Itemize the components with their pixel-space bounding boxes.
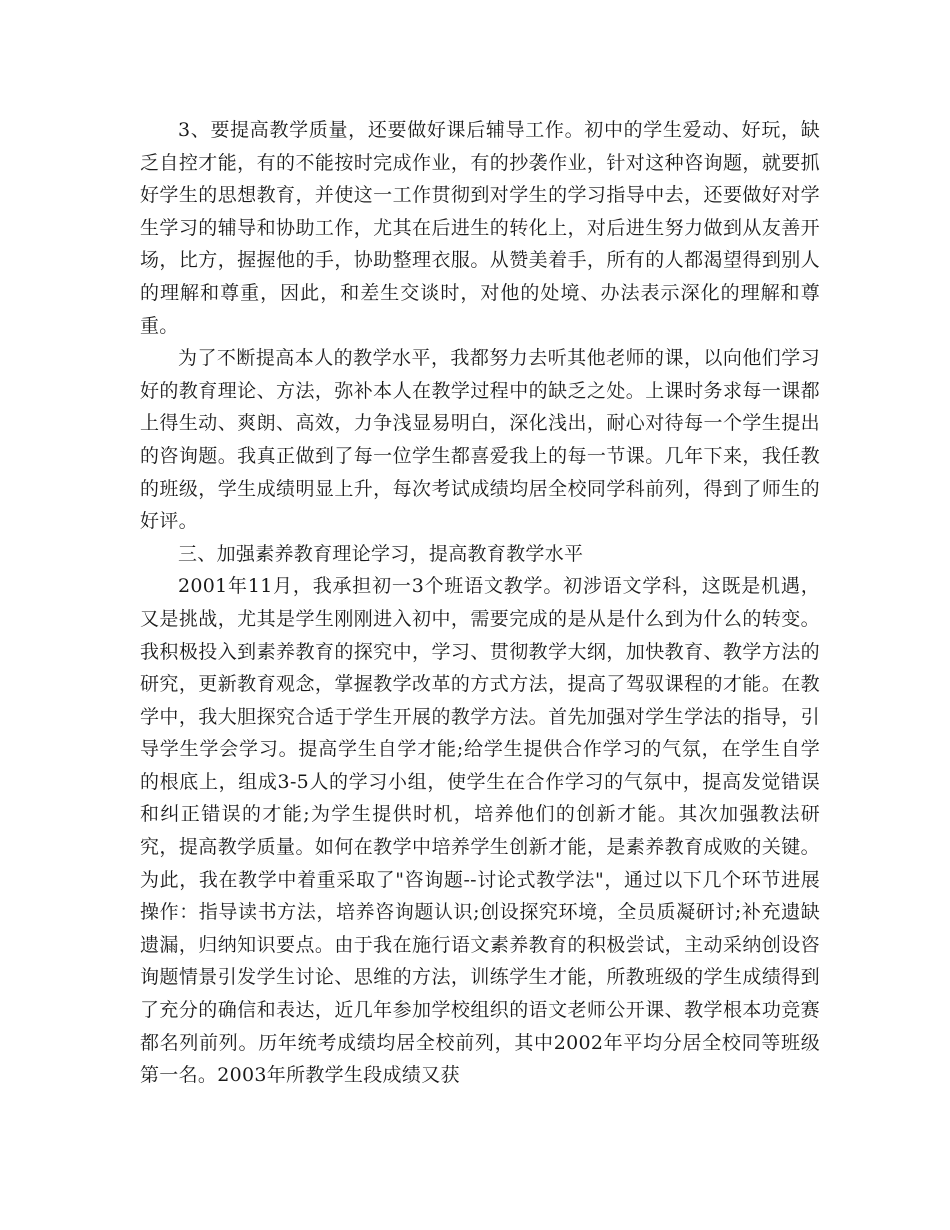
paragraph-tutoring: 3、要提高教学质量，还要做好课后辅导工作。初中的学生爱动、好玩，缺乏自控才能，有的不能按时完成作业，有的抄袭作业，针对这种咨询题，就要抓好学生的思想教育，并使这一工作贯彻到对学生的学习指导中去，还要做好对学生学习的辅导和协助工作，尤其在后进生的转化上，对后进生努力做到从友善开场，比方，握握他的手，协助整理衣服。从赞美着手，所有的人都渴望得到别人的理解和尊重，因此，和差生交谈时，对他的处境、办法表示深化的理解和尊重。 [140, 119, 820, 337]
paragraph-teaching-level: 为了不断提高本人的教学水平，我都努力去听其他老师的课，以向他们学习好的教育理论、方法，弥补本人在教学过程中的缺乏之处。上课时务求每一课都上得生动、爽朗、高效，力争浅显易明白，深化浅出，耐心对待每一个学生提出的咨询题。我真正做到了每一位学生都喜爱我上的每一节课。几年下来，我任教的班级，学生成绩明显上升，每次考试成绩均居全校同学科前列，得到了师生的好评。 [140, 347, 820, 533]
document-body [140, 114, 820, 1092]
paragraph-quality-education: 2001年11月，我承担初一3个班语文教学。初涉语文学科，这既是机遇，又是挑战，尤其是学生刚刚进入初中，需要完成的是从是什么到为什么的转变。我积极投入到素养教育的探究中，学习、贯彻教学大纲，加快教育、教学方法的研究，更新教育观念，掌握教学改革的方式方法，提高了驾驭课程的才能。在教学中，我大胆探究合适于学生开展的教学方法。首先加强对学生学法的指导，引导学生学会学习。提高学生自学才能;给学生提供合作学习的气氛，在学生自学的根底上，组成3-5人的学习小组，使学生在合作学习的气氛中，提高发觉错误和纠正错误的才能;为学生提供时机，培养他们的创新才能。其次加强教法研究，提高教学质量。如何在教学中培养学生创新才能，是素养教育成败的关键。为此，我在教学中着重采取了"咨询题--讨论式教学法"，通过以下几个环节进展操作：指导读书方法，培养咨询题认识;创设探究环境，全员质凝研讨;补充遗缺遗漏，归纳知识要点。由于我在施行语文素养教育的积极尝试，主动采纳创设咨询题情景引发学生讨论、思维的方法，训练学生才能，所教班级的学生成绩得到了充分的确信和表达，近几年参加学校组织的语文老师公开课、教学根本功竞赛都名列前列。历年统考成绩均居全校前列，其中2002年平均分居全校同等班级第一名。2003年所教学生段成绩又获 [140, 575, 820, 1087]
section-heading: 三、加强素养教育理论学习，提高教育教学水平 [178, 542, 584, 565]
